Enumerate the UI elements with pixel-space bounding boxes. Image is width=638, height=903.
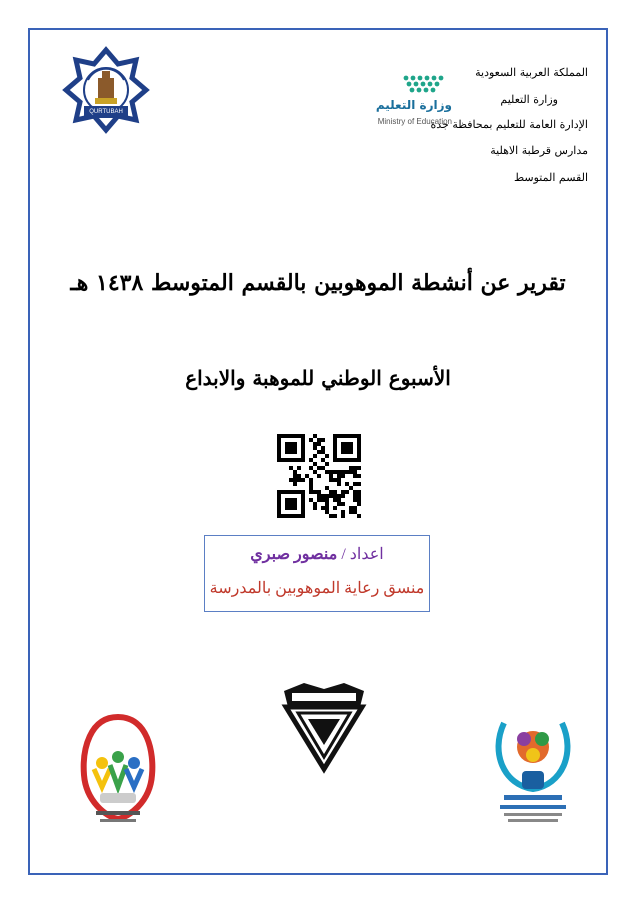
gifted-logo <box>278 677 370 777</box>
author-prefix: اعداد / <box>337 546 384 563</box>
school-emblem-icon <box>62 46 150 134</box>
header-school: مدارس قرطبة الاهلية <box>490 144 588 157</box>
header-section: القسم المتوسط <box>513 171 588 184</box>
author-name: منصور صبري <box>250 546 338 563</box>
header-kingdom: المملكة العربية السعودية <box>475 66 588 79</box>
gifted-week-icon <box>494 713 572 831</box>
vision-2030-icon <box>78 713 158 831</box>
author-box <box>204 535 430 612</box>
author-role: منسق رعاية الموهوبين بالمدرسة <box>209 580 425 597</box>
header-directorate: الإدارة العامة للتعليم بمحافظة جدة <box>430 118 588 131</box>
school-logo-text: QURTUBAH <box>84 106 128 118</box>
ministry-logo-arabic: وزارة التعليم <box>375 98 452 112</box>
ministry-logo <box>366 72 452 130</box>
report-subtitle: الأسبوع الوطني للموهبة والابداع <box>185 366 451 390</box>
school-logo <box>62 46 150 134</box>
gifted-week-logo <box>494 713 572 831</box>
author-line <box>205 544 429 564</box>
ministry-logo-english: Ministry of Education <box>377 117 452 126</box>
qr-code-icon <box>277 434 361 518</box>
report-title: تقرير عن أنشطة الموهوبين بالقسم المتوسط ١٤٣٨ هـ <box>70 270 566 296</box>
qr-code <box>277 434 361 518</box>
gifted-emblem-icon <box>278 677 370 777</box>
header-ministry: وزارة التعليم <box>500 93 558 106</box>
vision-2030-logo <box>78 713 158 831</box>
